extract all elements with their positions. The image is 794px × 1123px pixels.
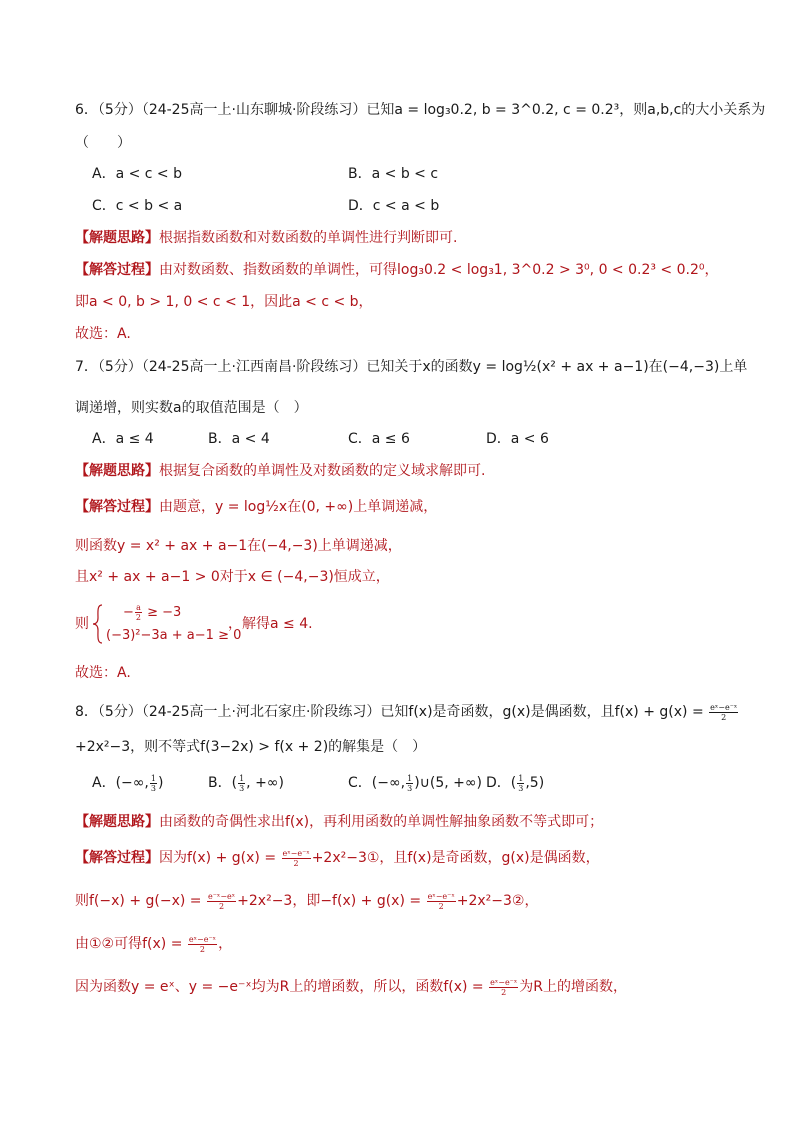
q7-header: 7．（5分）（24-25高一上·江西南昌·阶段练习）已知关于x的函数y = log½(x² + ax + a−1)在(−4,−3)上单 bbox=[75, 359, 748, 375]
q7-option-d: D．a < 6 bbox=[486, 431, 549, 447]
q7-process-2: 则函数y = x² + ax + a−1在(−4,−3)上单调递减， bbox=[75, 538, 402, 554]
q7-header-2: 调递增，则实数a的取值范围是（ ） bbox=[75, 400, 308, 416]
q8-option-d bbox=[486, 773, 544, 793]
fraction-den: 3 bbox=[239, 783, 245, 793]
fraction-num: 1 bbox=[518, 773, 524, 783]
fraction-num: e⁻ˣ−eˣ bbox=[207, 891, 236, 901]
process-text: 由题意，y = log½x在(0, +∞)上单调递减， bbox=[159, 499, 438, 515]
fraction-den: 2 bbox=[501, 987, 507, 997]
q6-process-1 bbox=[75, 260, 719, 280]
idea-text: 根据复合函数的单调性及对数函数的定义域求解即可. bbox=[159, 463, 486, 479]
fraction-num: eˣ−e⁻ˣ bbox=[188, 934, 217, 944]
q8-process-2 bbox=[75, 891, 538, 911]
q6-option-d: D．c < a < b bbox=[348, 198, 440, 214]
fraction bbox=[150, 774, 157, 793]
idea-tag: 【解题思路】 bbox=[75, 230, 159, 246]
process-text: 由①②可得f(x) = bbox=[75, 936, 187, 952]
q8-header bbox=[75, 702, 739, 722]
q6-process-2: 即a < 0, b > 1, 0 < c < 1，因此a < c < b， bbox=[75, 294, 373, 310]
fraction-den: 3 bbox=[407, 783, 413, 793]
fraction-num: eˣ−e⁻ˣ bbox=[282, 848, 310, 858]
fraction-den: 2 bbox=[293, 858, 299, 868]
q8-option-c bbox=[348, 773, 482, 793]
opt-text: )∪(5, +∞) bbox=[414, 775, 483, 791]
q7-idea bbox=[75, 461, 485, 481]
q8-option-b bbox=[208, 773, 284, 793]
process-text: 由对数函数、指数函数的单调性，可得log₃0.2 < log₃1, 3^0.2 > 3⁰, 0 < 0.2³ < 0.2⁰， bbox=[159, 262, 719, 278]
q8-header-2: +2x²−3，则不等式f(3−2x) > f(x + 2)的解集是（ ） bbox=[75, 739, 427, 755]
idea-text: 根据指数函数和对数函数的单调性进行判断即可. bbox=[159, 230, 458, 246]
opt-text: ,5) bbox=[525, 775, 545, 791]
q6-option-b: B．a < b < c bbox=[348, 166, 439, 182]
fraction bbox=[207, 892, 236, 911]
idea-text: 由函数的奇偶性求出f(x)，再利用函数的单调性解抽象函数不等式即可； bbox=[159, 814, 604, 830]
fraction-den: 2 bbox=[219, 901, 225, 911]
fraction-den: 2 bbox=[721, 712, 727, 722]
fraction-num: eˣ−e⁻ˣ bbox=[710, 702, 738, 712]
fraction-num: 1 bbox=[150, 773, 156, 783]
fraction-den: 2 bbox=[438, 901, 444, 911]
process-text: ， bbox=[218, 936, 233, 952]
idea-tag: 【解题思路】 bbox=[75, 814, 159, 830]
process-text: 则f(−x) + g(−x) = bbox=[75, 893, 206, 909]
q6-header: 6．（5分）（24-25高一上·山东聊城·阶段练习）已知a = log₃0.2, b = 3^0.2, c = 0.2³，则a,b,c的大小关系为 bbox=[75, 102, 766, 118]
fraction bbox=[406, 774, 413, 793]
opt-text: B．( bbox=[208, 775, 238, 791]
fraction-num: 1 bbox=[239, 773, 245, 783]
process-tag: 【解答过程】 bbox=[75, 499, 159, 515]
q7-system-line-2: (−3)²−3a + a−1 ≥ 0 bbox=[106, 628, 242, 643]
fraction bbox=[282, 849, 311, 868]
q7-answer: 故选：A. bbox=[75, 665, 131, 681]
q7-system-line-1 bbox=[123, 603, 181, 623]
q8-process-4 bbox=[75, 977, 627, 997]
opt-text: , +∞) bbox=[246, 775, 284, 791]
process-tag: 【解答过程】 bbox=[75, 850, 159, 866]
opt-text: ) bbox=[157, 775, 164, 791]
fraction bbox=[188, 935, 217, 954]
q6-idea bbox=[75, 228, 457, 248]
process-text: 为R上的增函数， bbox=[519, 979, 628, 995]
q7-option-c: C．a ≤ 6 bbox=[348, 431, 410, 447]
q6-paren: （ ） bbox=[75, 135, 131, 151]
q7-process-3: 且x² + ax + a−1 > 0对于x ∈ (−4,−3)恒成立， bbox=[75, 569, 390, 585]
minus-sign: − bbox=[123, 605, 134, 620]
q8-process-1 bbox=[75, 848, 600, 868]
fraction-num: a bbox=[136, 603, 141, 612]
q6-option-c: C．c < b < a bbox=[92, 198, 183, 214]
q7-process-1 bbox=[75, 497, 437, 517]
q7-option-a: A．a ≤ 4 bbox=[92, 431, 154, 447]
opt-text: D．( bbox=[486, 775, 517, 791]
fraction bbox=[427, 892, 456, 911]
idea-tag: 【解题思路】 bbox=[75, 463, 159, 479]
q8-idea bbox=[75, 812, 603, 832]
fraction bbox=[238, 774, 245, 793]
opt-text: A．(−∞, bbox=[92, 775, 149, 791]
process-text: +2x²−3②， bbox=[456, 893, 539, 909]
brace-icon bbox=[92, 604, 104, 644]
q8-option-a bbox=[92, 773, 163, 793]
fraction bbox=[709, 703, 738, 722]
q6-option-a: A．a < c < b bbox=[92, 166, 183, 182]
fraction bbox=[517, 774, 524, 793]
fraction-den: 3 bbox=[150, 783, 156, 793]
ineq-rest: ≥ −3 bbox=[143, 605, 182, 620]
q8-process-3 bbox=[75, 934, 232, 954]
process-text: +2x²−3①，且f(x)是奇函数，g(x)是偶函数， bbox=[311, 850, 600, 866]
process-text: 因为f(x) + g(x) = bbox=[159, 850, 281, 866]
q7-system-result: ，解得a ≤ 4. bbox=[228, 616, 313, 632]
q7-option-b: B．a < 4 bbox=[208, 431, 270, 447]
opt-text: C．(−∞, bbox=[348, 775, 406, 791]
q6-answer: 故选：A. bbox=[75, 326, 131, 342]
fraction bbox=[489, 978, 518, 997]
process-text: 因为函数y = eˣ、y = −e⁻ˣ均为R上的增函数，所以，函数f(x) = bbox=[75, 979, 489, 995]
process-tag: 【解答过程】 bbox=[75, 262, 159, 278]
fraction-num: eˣ−e⁻ˣ bbox=[490, 977, 518, 987]
fraction-den: 3 bbox=[518, 783, 524, 793]
fraction-num: 1 bbox=[407, 773, 413, 783]
fraction-num: eˣ−e⁻ˣ bbox=[427, 891, 455, 901]
fraction-den: 2 bbox=[135, 613, 141, 622]
fraction bbox=[135, 603, 142, 622]
q7-system-prefix: 则 bbox=[75, 616, 89, 632]
process-text: +2x²−3，即−f(x) + g(x) = bbox=[237, 893, 426, 909]
fraction-den: 2 bbox=[199, 944, 206, 954]
q8-header-text: 8．（5分）（24-25高一上·河北石家庄·阶段练习）已知f(x)是奇函数，g(x)是偶函数，且f(x) + g(x) = bbox=[75, 704, 709, 720]
